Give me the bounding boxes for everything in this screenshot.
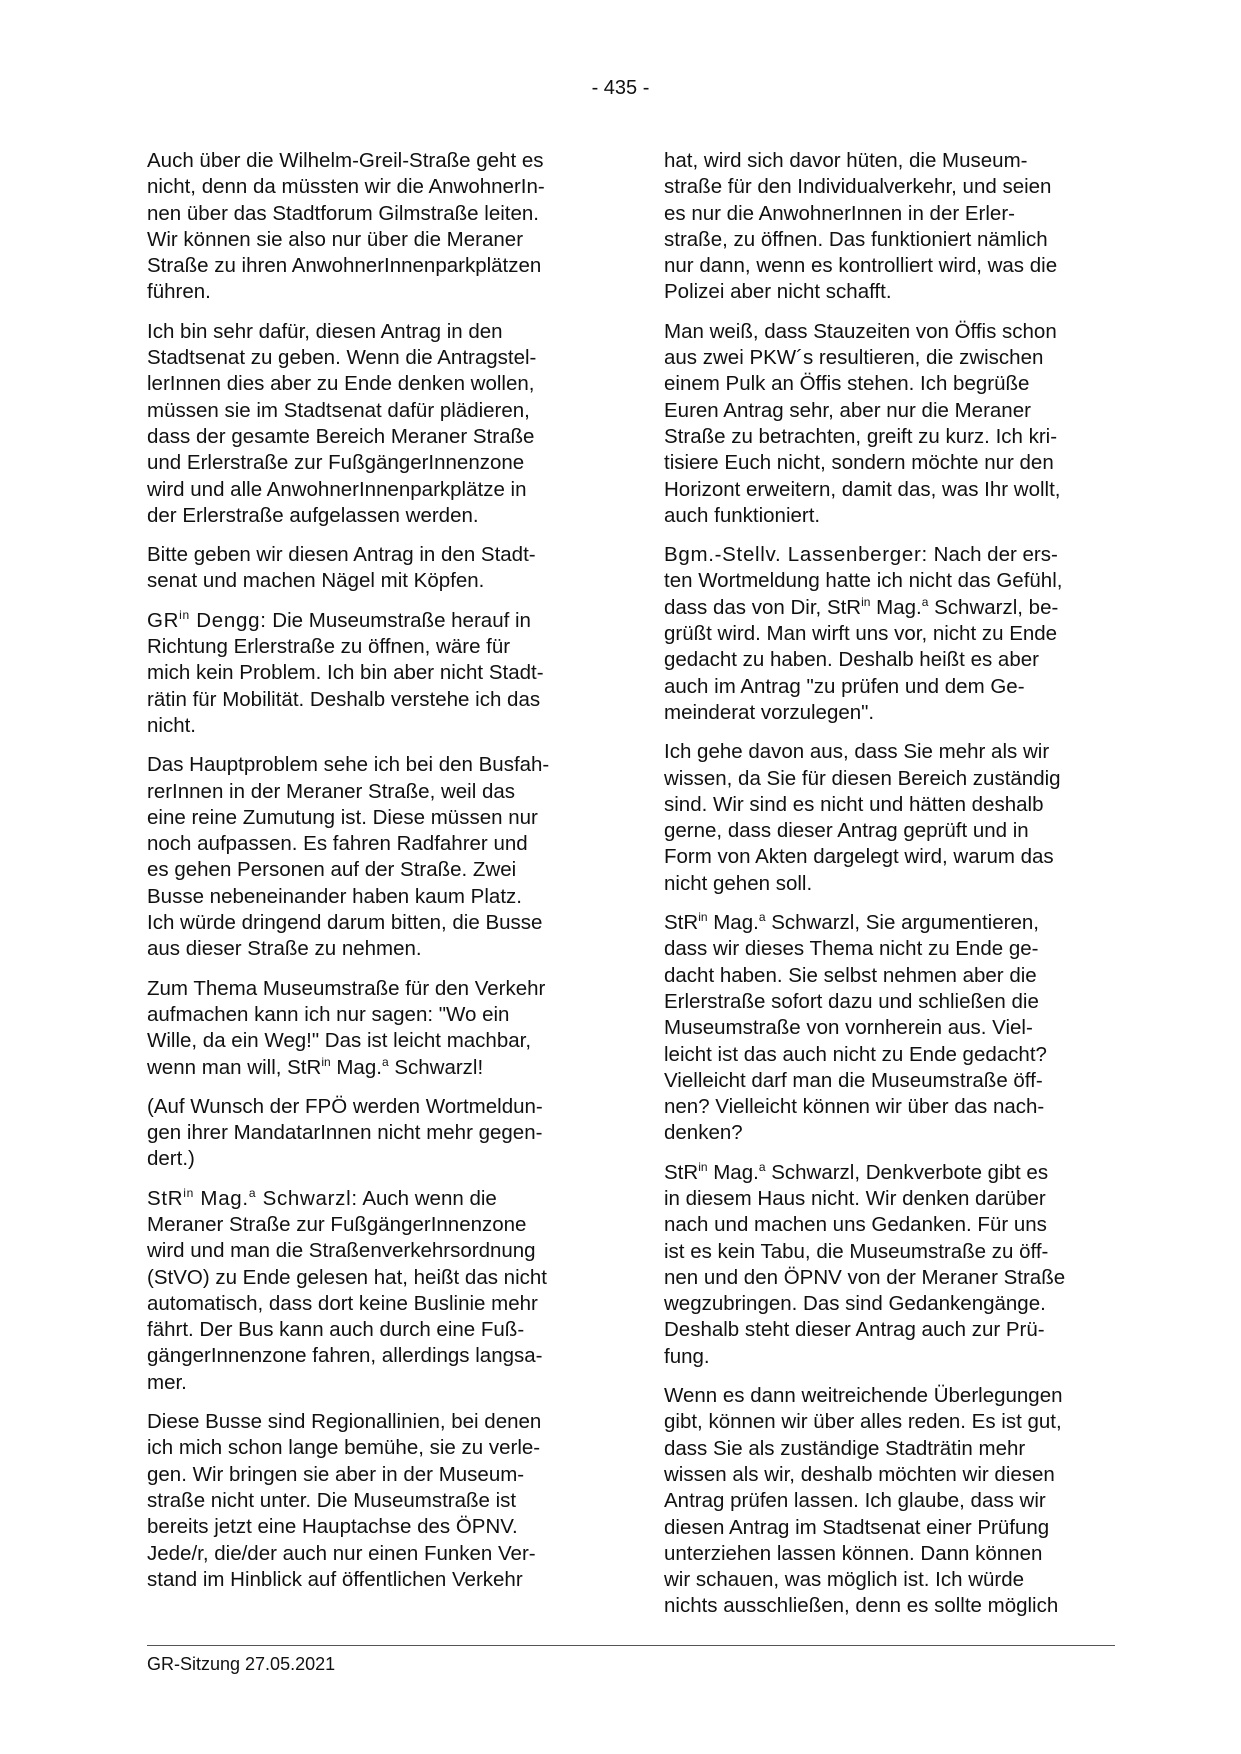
page-number: - 435 - <box>591 77 650 99</box>
paragraph: Auch über die Wilhelm-Greil-Straße geht es nicht, denn da müssten wir die AnwohnerIn- nen über das Stadtforum Gilmstraße leiten. Wir können sie also nur über die Meraner Straße zu ihren AnwohnerInnenparkplätzen führen. <box>147 149 545 304</box>
footer-divider <box>147 1645 1115 1646</box>
paragraph-note: (Auf Wunsch der FPÖ werden Wortmeldun- gen ihrer MandatarInnen nicht mehr gegen- dert.) <box>147 1094 543 1171</box>
paragraph: StR$^{in}$ Mag.$^a$ Schwarzl, Denkverbote gibt es in diesem Haus nicht. Wir denken darüber nach und machen uns Gedanken. Für uns ist es kein Tabu, die Museumstraße zu öff- nen und den ÖPNV von der Meraner Straße wegzubringen. Das sind Gedankengänge. Deshalb steht dieser Antrag auch zur Prü- fung. <box>664 1159 1066 1368</box>
right-column <box>664 148 1120 1633</box>
speaker-name: $GR^{in}$ Dengg: <box>147 607 267 632</box>
paragraph: Bitte geben wir diesen Antrag in den Stadt- senat und machen Nägel mit Köpfen. <box>147 543 536 593</box>
paragraph: hat, wird sich davor hüten, die Museum- straße für den Individualverkehr, und seien es nur die AnwohnerInnen in der Erler- straße, zu öffnen. Das funktioniert nämlich nur dann, wenn es kontrolliert wird, was die Polizei aber nicht schafft. <box>664 149 1058 304</box>
paragraph: StR$^{in}$ Mag.$^a$ Schwarzl, Sie argumentieren, dass wir dieses Thema nicht zu Ende ge- dacht haben. Sie selbst nehmen aber die Erlerstraße sofort dazu und schließen die Museumstraße von vornherein aus. Viel- leicht ist das auch nicht zu Ende gedacht? Vielleicht darf man die Museumstraße öff- nen? Vielleicht können wir über das nach- denken? <box>664 910 1047 1145</box>
paragraph-speaker-lassenberger: Bgm.-Stellv. Lassenberger: Nach der ers- ten Wortmeldung hatte ich nicht das Gefühl, dass das von Dir, StR$^{in}$ Mag.$^a$ Schwarzl, be- grüßt wird. Man wirft uns vor, nicht zu Ende gedacht zu haben. Deshalb heißt es aber auch im Antrag "zu prüfen und dem Ge- meinderat vorzulegen". <box>664 543 1063 724</box>
paragraph: Diese Busse sind Regionallinien, bei denen ich mich schon lange bemühe, sie zu verle- gen. Wir bringen sie aber in der Museum- straße nicht unter. Die Museumstraße ist bereits jetzt eine Hauptachse des ÖPNV. Jede/r, die/der auch nur einen Funken Ver- stand im Hinblick auf öffentlichen Verkehr <box>147 1410 542 1591</box>
left-column <box>147 148 603 1606</box>
speaker-name: StR$^{in}$ Mag.$^a$ Schwarzl: <box>147 1185 358 1210</box>
speaker-name: Bgm.-Stellv. Lassenberger: <box>664 543 928 567</box>
paragraph: Ich gehe davon aus, dass Sie mehr als wir wissen, da Sie für diesen Bereich zuständig sind. Wir sind es nicht und hätten deshalb gerne, dass dieser Antrag geprüft und in Form von Akten dargelegt wird, warum das nicht gehen soll. <box>664 740 1061 895</box>
paragraph: Zum Thema Museumstraße für den Verkehr aufmachen kann ich nur sagen: "Wo ein Wille, da ein Weg!" Das ist leicht machbar, wenn man will, StR$^{in}$ Mag.$^a$ Schwarzl! <box>147 976 546 1079</box>
paragraph: Das Hauptproblem sehe ich bei den Busfah- rerInnen in der Meraner Straße, weil das eine reine Zumutung ist. Diese müssen nur noch aufpassen. Es fahren Radfahrer und es gehen Personen auf der Straße. Zwei Busse nebeneinander haben kaum Platz. Ich würde dringend darum bitten, die Busse aus dieser Straße zu nehmen. <box>147 753 550 961</box>
footer-session-date: GR-Sitzung 27.05.2021 <box>147 1654 336 1674</box>
paragraph: Ich bin sehr dafür, diesen Antrag in den Stadtsenat zu geben. Wenn die Antragstel- lerInnen dies aber zu Ende denken wollen, müssen sie im Stadtsenat dafür plädieren, dass der gesamte Bereich Meraner Straße und Erlerstraße zur FußgängerInnenzone wird und alle AnwohnerInnenparkplätze in der Erlerstraße aufgelassen werden. <box>147 319 537 527</box>
paragraph: Wenn es dann weitreichende Überlegungen gibt, können wir über alles reden. Es ist gut, dass Sie als zuständige Stadträtin mehr wissen als wir, deshalb möchten wir diesen Antrag prüfen lassen. Ich glaube, dass wir diesen Antrag im Stadtsenat einer Prüfung unterziehen lassen können. Dann können wir schauen, was möglich ist. Ich würde nichts ausschließen, denn es sollte möglich <box>664 1384 1063 1618</box>
paragraph-speaker-dengg: $GR^{in}$ Dengg: Die Museumstraße herauf in Richtung Erlerstraße zu öffnen, wäre für mich kein Problem. Ich bin aber nicht Stadt- rätin für Mobilität. Deshalb verstehe ich das nicht. <box>147 607 544 737</box>
paragraph-speaker-schwarzl: StR$^{in}$ Mag.$^a$ Schwarzl: Auch wenn die Meraner Straße zur FußgängerInnenzone wird und man die Straßenverkehrsordnung (StVO) zu Ende gelesen hat, heißt das nicht automatisch, dass dort keine Buslinie mehr fährt. Der Bus kann auch durch eine Fuß- gängerInnenzone fahren, allerdings langsa- mer. <box>147 1185 547 1394</box>
paragraph: Man weiß, dass Stauzeiten von Öffis schon aus zwei PKW´s resultieren, die zwischen einem Pulk an Öffis stehen. Ich begrüße Euren Antrag sehr, aber nur die Meraner Straße zu betrachten, greift zu kurz. Ich kri- tisiere Euch nicht, sondern möchte nur den Horizont erweitern, damit das, was Ihr wollt, auch funktioniert. <box>664 319 1061 527</box>
